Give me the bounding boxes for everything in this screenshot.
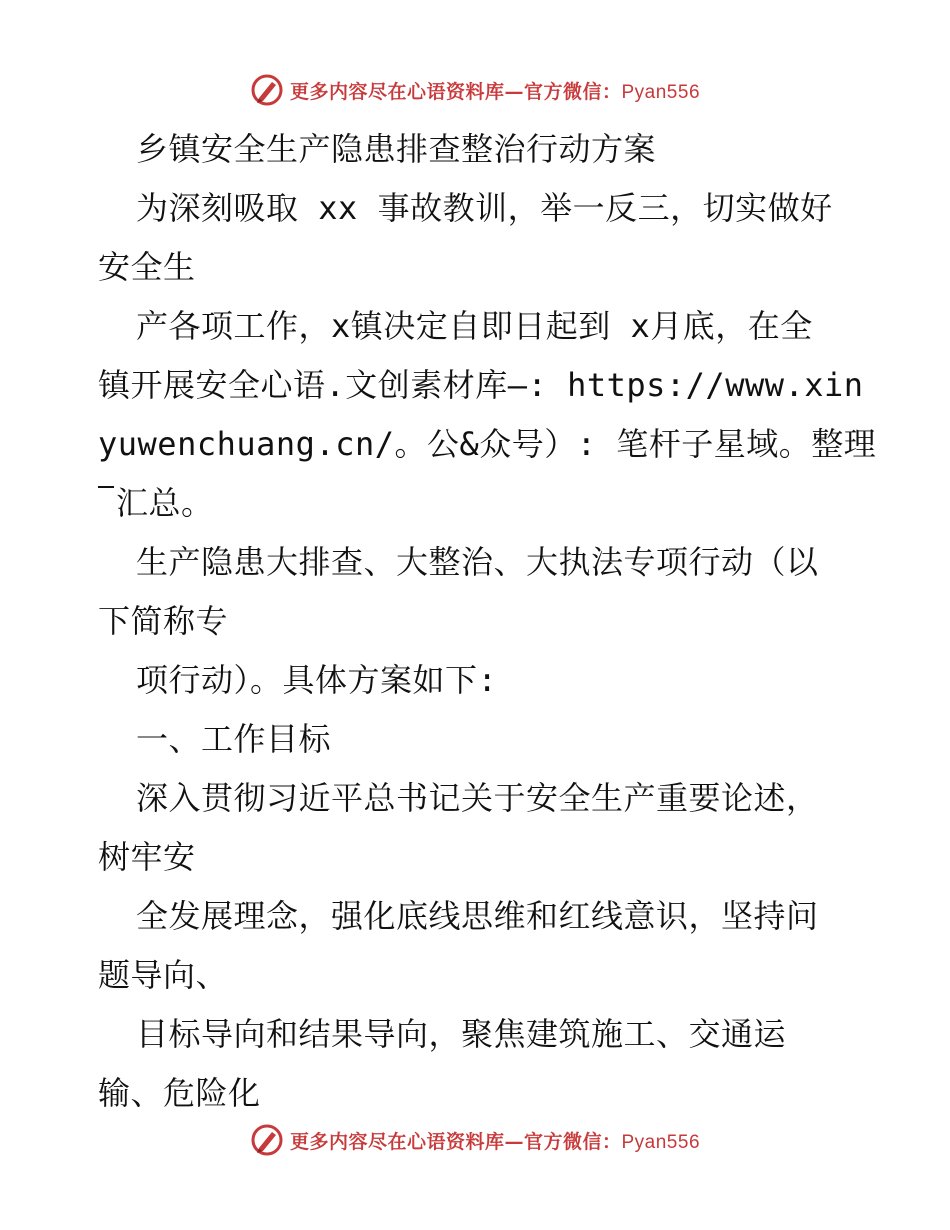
section-heading: 一、工作目标 [136,720,332,758]
doc-line: 目标导向和结果导向，聚焦建筑施工、交通运 [136,1015,787,1053]
doc-line: 下简称专 [98,602,229,640]
footer-banner [0,1120,950,1160]
doc-line: yuwenchuang.cn/。公&众号）: 笔杆子星域。整理 [98,425,877,463]
banner-text: 更多内容尽在心语资料库—官方微信：Pyan556 [289,1130,701,1153]
doc-line: 生产隐患大排查、大整治、大执法专项行动（以 [136,543,819,581]
banner-text: 更多内容尽在心语资料库—官方微信：Pyan556 [289,80,701,103]
doc-line-text: 汇总。 [116,484,214,522]
doc-line: 全发展理念，强化底线思维和红线意识，坚持问 [136,897,819,935]
wechat-account: Pyan556 [621,81,701,103]
doc-line-with-mark [98,474,868,533]
doc-line: 项行动）。具体方案如下: [136,661,498,699]
pen-logo-icon [250,1123,284,1157]
stray-dash-mark [98,486,114,488]
doc-line: 树牢安 [98,838,196,876]
doc-line: 镇开展安全心语.文创素材库—: https://www.xin [98,366,864,404]
doc-title: 乡镇安全生产隐患排查整治行动方案 [136,130,657,168]
document-body [98,120,877,1123]
doc-line: 题导向、 [98,956,229,994]
doc-line: 安全生 [98,248,196,286]
header-banner [0,70,950,110]
doc-line: 为深刻吸取 xx 事故教训，举一反三，切实做好 [136,189,833,227]
wechat-account: Pyan556 [621,1131,701,1153]
doc-line: 产各项工作，x镇决定自即日起到 x月底，在全 [136,307,813,345]
doc-line: 深入贯彻习近平总书记关于安全生产重要论述， [136,779,819,817]
doc-line: 输、危险化 [98,1074,261,1112]
pen-logo-icon [250,73,284,107]
